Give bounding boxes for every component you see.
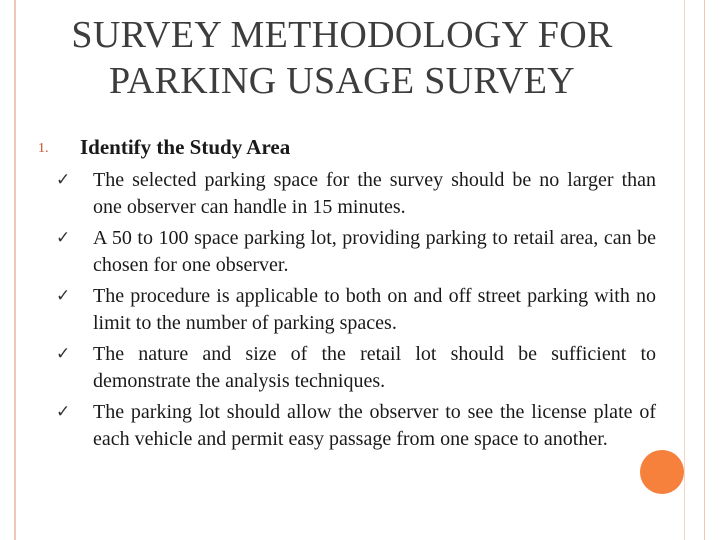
right-border-line-outer: [704, 0, 705, 540]
checkmark-icon: ✓: [56, 402, 71, 421]
bullet-text: The selected parking space for the survey should be no larger than one observer can handle in 15 minutes.: [93, 169, 656, 218]
right-border-line-inner: [684, 0, 685, 540]
bullet-item: [56, 283, 656, 336]
decorative-orange-circle: [640, 450, 684, 494]
bullet-text: The nature and size of the retail lot should be sufficient to demonstrate the analysis techniques.: [93, 343, 656, 392]
checkmark-icon: ✓: [56, 228, 71, 247]
item-heading: Identify the Study Area: [80, 135, 291, 159]
checkmark-icon: ✓: [56, 286, 71, 305]
bullet-text: A 50 to 100 space parking lot, providing parking to retail area, can be chosen for one observer.: [93, 227, 656, 276]
bullet-item: [56, 399, 656, 452]
checkmark-icon: ✓: [56, 170, 71, 189]
slide-title: [0, 12, 684, 104]
checkmark-icon: ✓: [56, 344, 71, 363]
bullet-item: [56, 225, 656, 278]
slide-title-line-2: PARKING USAGE SURVEY: [108, 60, 576, 102]
bullet-item: [56, 167, 656, 220]
bullet-text: The procedure is applicable to both on and off street parking with no limit to the number of parking spaces.: [93, 285, 656, 334]
item-number: 1.: [38, 141, 49, 156]
bullet-list: [56, 167, 656, 457]
slide-title-line-1: SURVEY METHODOLOGY FOR: [71, 14, 613, 56]
bullet-item: [56, 341, 656, 394]
bullet-text: The parking lot should allow the observer to see the license plate of each vehicle and permit easy passage from one space to another.: [93, 401, 656, 450]
